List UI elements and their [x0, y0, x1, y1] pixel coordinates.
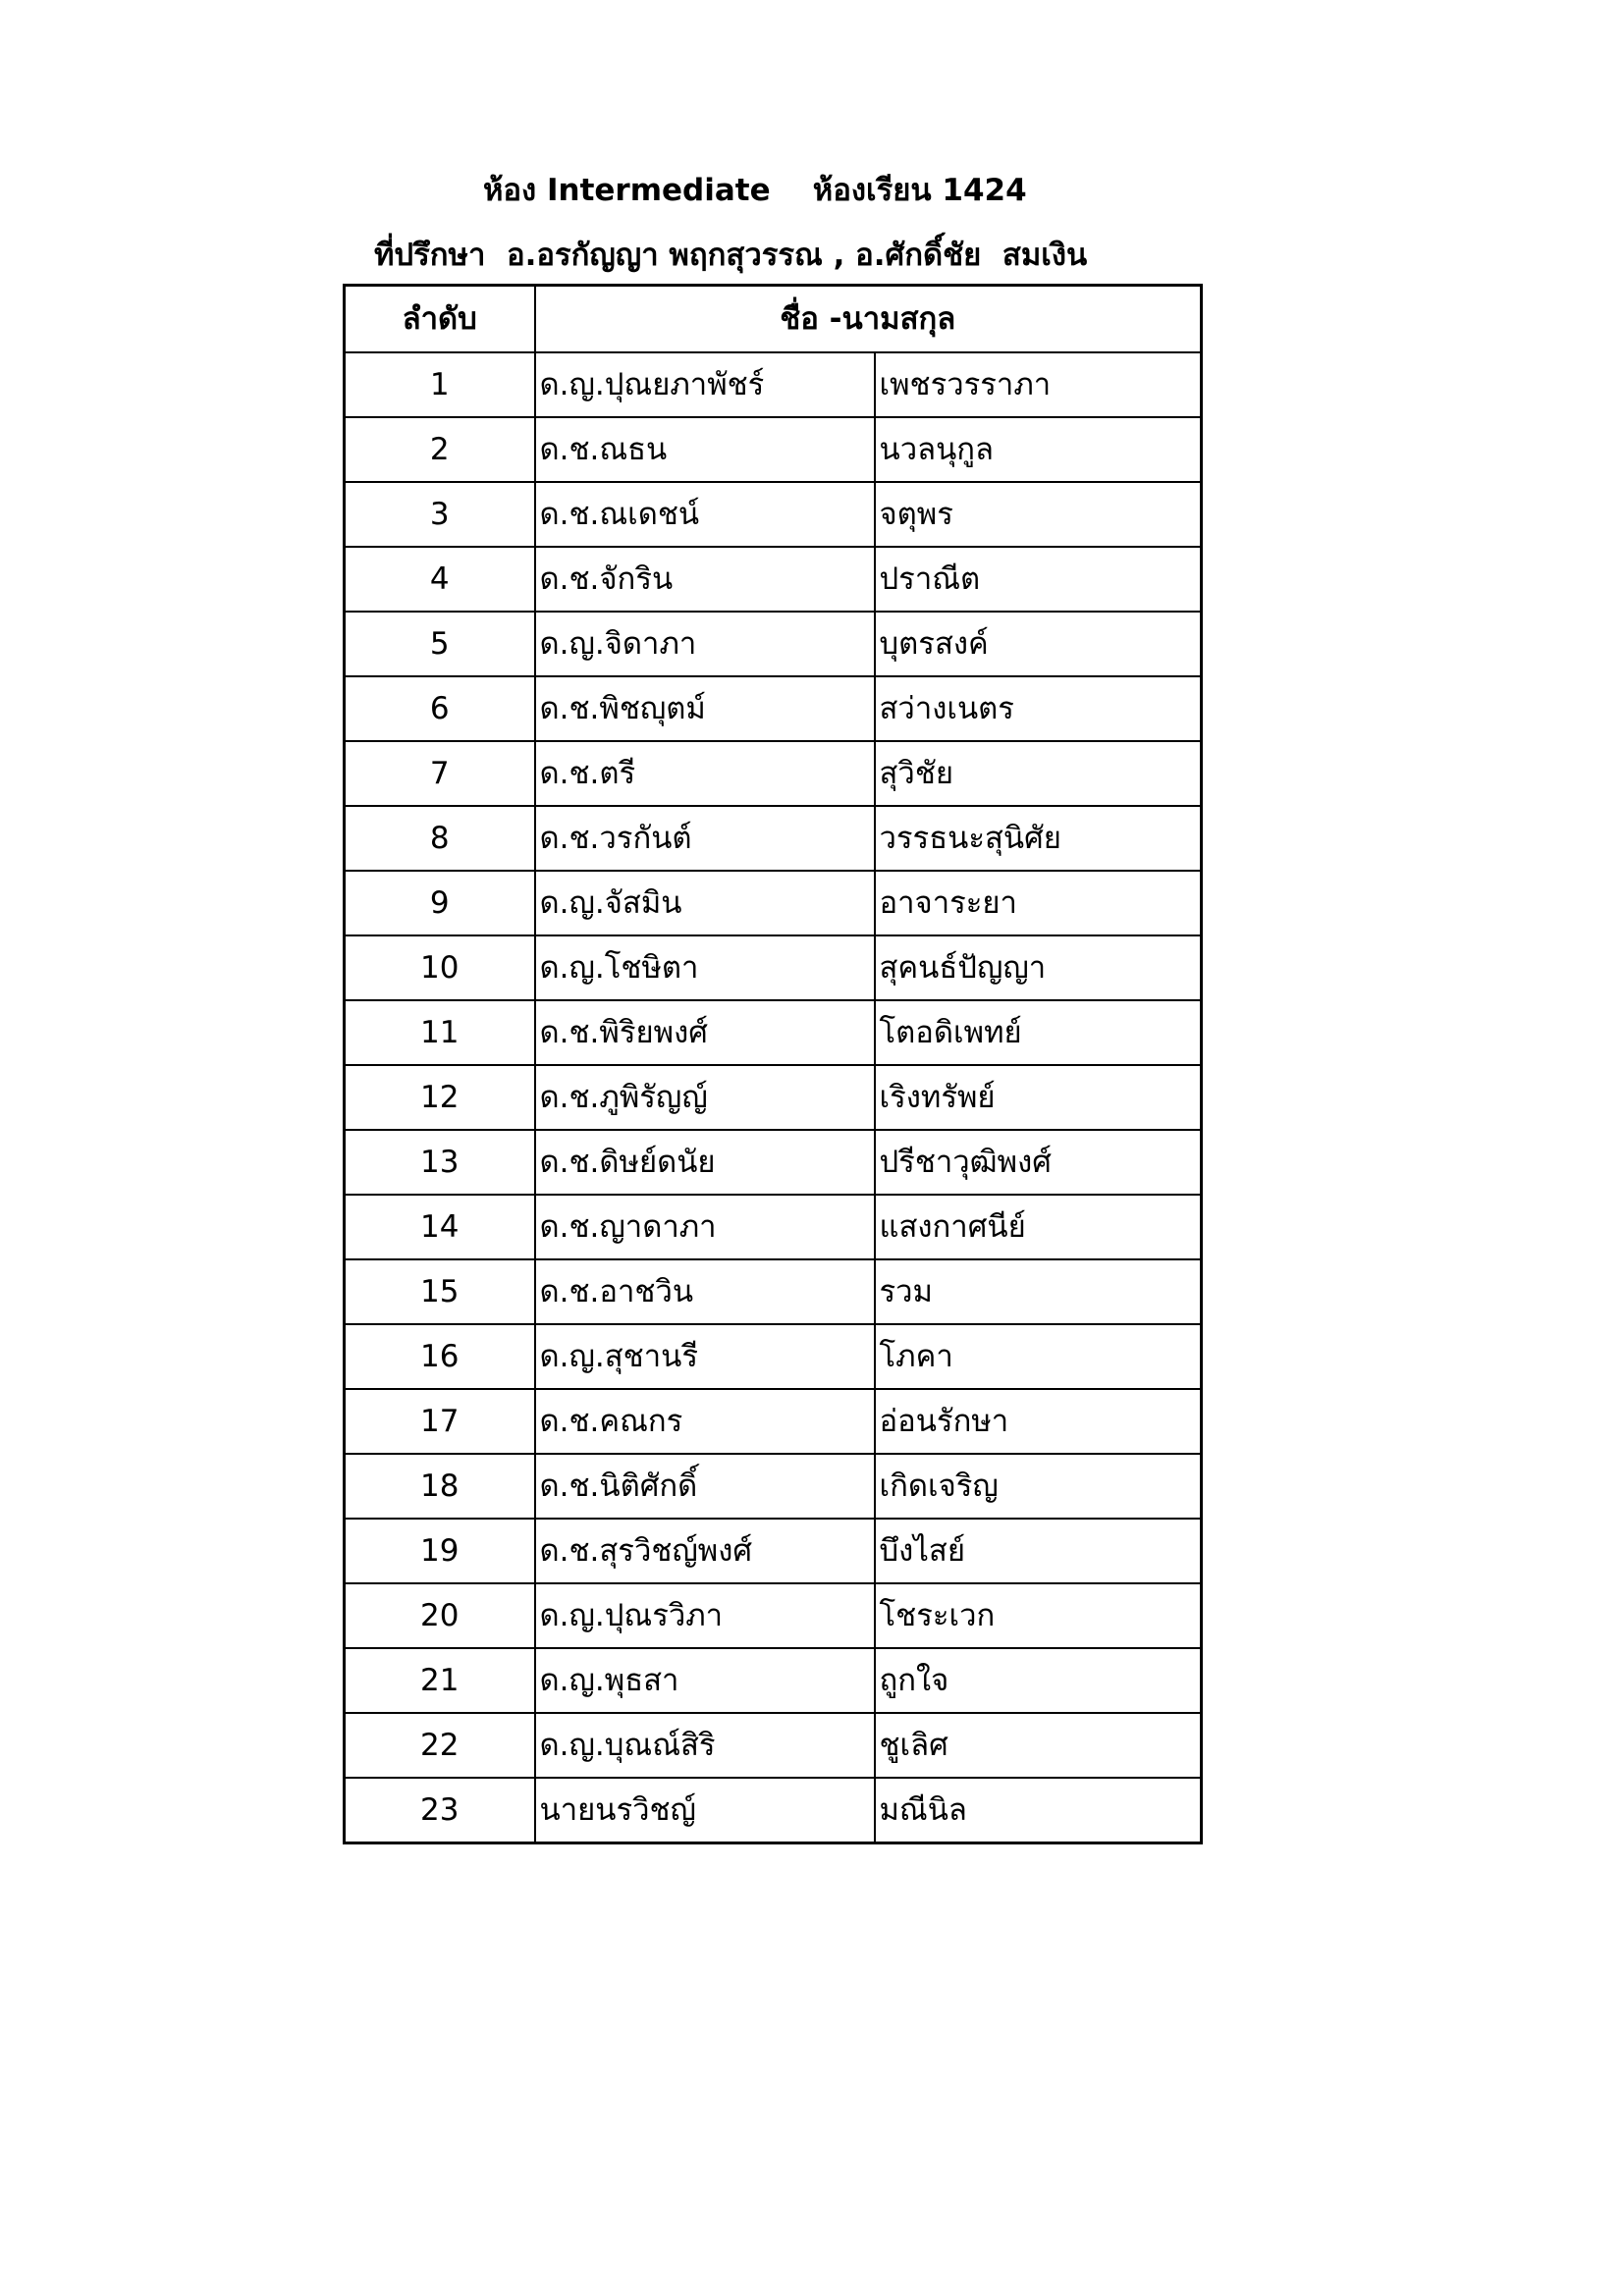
table-row: [345, 352, 1202, 417]
first-name: ด.ญ.สุชานรี: [535, 1324, 875, 1389]
table-row: [345, 806, 1202, 871]
page-title: ห้อง Intermediate ห้องเรียน 1424: [483, 173, 1027, 208]
first-name: ด.ช.คณกร: [535, 1389, 875, 1454]
first-name: ด.ช.อาชวิน: [535, 1259, 875, 1324]
first-name: ด.ญ.บุณณ์สิริ: [535, 1713, 875, 1778]
table-row: [345, 1389, 1202, 1454]
first-name: ด.ช.สุรวิชญ์พงศ์: [535, 1519, 875, 1583]
table-row: [345, 482, 1202, 547]
table-row: [345, 1778, 1202, 1843]
table-row: [345, 676, 1202, 741]
last-name: ปรีชาวุฒิพงศ์: [875, 1130, 1202, 1195]
table-row: [345, 1259, 1202, 1324]
first-name: ด.ช.ตรี: [535, 741, 875, 806]
first-name: ด.ช.วรกันต์: [535, 806, 875, 871]
table-row: [345, 1454, 1202, 1519]
last-name: โตอดิเพทย์: [875, 1000, 1202, 1065]
row-number: 17: [345, 1389, 535, 1454]
first-name: ด.ช.พิชญุตม์: [535, 676, 875, 741]
row-number: 5: [345, 612, 535, 676]
row-number: 16: [345, 1324, 535, 1389]
last-name: สุวิชัย: [875, 741, 1202, 806]
last-name: อาจาระยา: [875, 871, 1202, 935]
last-name: สุคนธ์ปัญญา: [875, 935, 1202, 1000]
first-name: ด.ญ.พุธสา: [535, 1648, 875, 1713]
row-number: 14: [345, 1195, 535, 1259]
last-name: นวลนุกูล: [875, 417, 1202, 482]
first-name: ด.ช.จักริน: [535, 547, 875, 612]
table-row: [345, 741, 1202, 806]
table-row: [345, 1519, 1202, 1583]
table-row: [345, 1648, 1202, 1713]
first-name: นายนรวิชญ์: [535, 1778, 875, 1843]
first-name: ด.ญ.จิดาภา: [535, 612, 875, 676]
first-name: ด.ช.ญาดาภา: [535, 1195, 875, 1259]
row-number: 7: [345, 741, 535, 806]
row-number: 11: [345, 1000, 535, 1065]
row-number: 20: [345, 1583, 535, 1648]
row-number: 2: [345, 417, 535, 482]
last-name: แสงกาศนีย์: [875, 1195, 1202, 1259]
last-name: โภคา: [875, 1324, 1202, 1389]
row-number: 8: [345, 806, 535, 871]
advisor-line: ที่ปรึกษา อ.อรกัญญา พฤกสุวรรณ , อ.ศักดิ์ชัย สมเงิน: [374, 238, 1088, 273]
table-row: [345, 1065, 1202, 1130]
last-name: บุตรสงค์: [875, 612, 1202, 676]
table-row: [345, 1324, 1202, 1389]
row-number: 9: [345, 871, 535, 935]
row-number: 4: [345, 547, 535, 612]
last-name: ถูกใจ: [875, 1648, 1202, 1713]
row-number: 13: [345, 1130, 535, 1195]
row-number: 18: [345, 1454, 535, 1519]
last-name: วรรธนะสุนิศัย: [875, 806, 1202, 871]
last-name: โชระเวก: [875, 1583, 1202, 1648]
last-name: บึงไสย์: [875, 1519, 1202, 1583]
row-number: 12: [345, 1065, 535, 1130]
first-name: ด.ช.นิติศักดิ์: [535, 1454, 875, 1519]
student-roster-table: [343, 284, 1203, 1844]
last-name: เพชรวรราภา: [875, 352, 1202, 417]
first-name: ด.ช.ณเดชน์: [535, 482, 875, 547]
table-row: [345, 612, 1202, 676]
first-name: ด.ญ.ปุณรวิภา: [535, 1583, 875, 1648]
table-body: [345, 352, 1202, 1843]
first-name: ด.ช.พิริยพงศ์: [535, 1000, 875, 1065]
row-number: 3: [345, 482, 535, 547]
last-name: เริงทรัพย์: [875, 1065, 1202, 1130]
column-header-name: ชื่อ -นามสกุล: [535, 286, 1202, 353]
row-number: 6: [345, 676, 535, 741]
first-name: ด.ญ.ปุณยภาพัชร์: [535, 352, 875, 417]
row-number: 19: [345, 1519, 535, 1583]
first-name: ด.ญ.โชษิตา: [535, 935, 875, 1000]
table-row: [345, 1195, 1202, 1259]
table-row: [345, 1000, 1202, 1065]
last-name: จตุพร: [875, 482, 1202, 547]
last-name: ปราณีต: [875, 547, 1202, 612]
table-row: [345, 547, 1202, 612]
row-number: 23: [345, 1778, 535, 1843]
table-row: [345, 935, 1202, 1000]
row-number: 15: [345, 1259, 535, 1324]
row-number: 10: [345, 935, 535, 1000]
first-name: ด.ญ.จัสมิน: [535, 871, 875, 935]
first-name: ด.ช.ภูพิรัญญ์: [535, 1065, 875, 1130]
last-name: ชูเลิศ: [875, 1713, 1202, 1778]
table-row: [345, 417, 1202, 482]
first-name: ด.ช.ณธน: [535, 417, 875, 482]
last-name: อ่อนรักษา: [875, 1389, 1202, 1454]
column-header-number: ลำดับ: [345, 286, 535, 353]
first-name: ด.ช.ดิษย์ดนัย: [535, 1130, 875, 1195]
last-name: เกิดเจริญ: [875, 1454, 1202, 1519]
last-name: มณีนิล: [875, 1778, 1202, 1843]
table-row: [345, 1713, 1202, 1778]
row-number: 22: [345, 1713, 535, 1778]
row-number: 1: [345, 352, 535, 417]
last-name: สว่างเนตร: [875, 676, 1202, 741]
row-number: 21: [345, 1648, 535, 1713]
table-row: [345, 871, 1202, 935]
table-header-row: [345, 286, 1202, 353]
last-name: รวม: [875, 1259, 1202, 1324]
table-row: [345, 1130, 1202, 1195]
table-row: [345, 1583, 1202, 1648]
